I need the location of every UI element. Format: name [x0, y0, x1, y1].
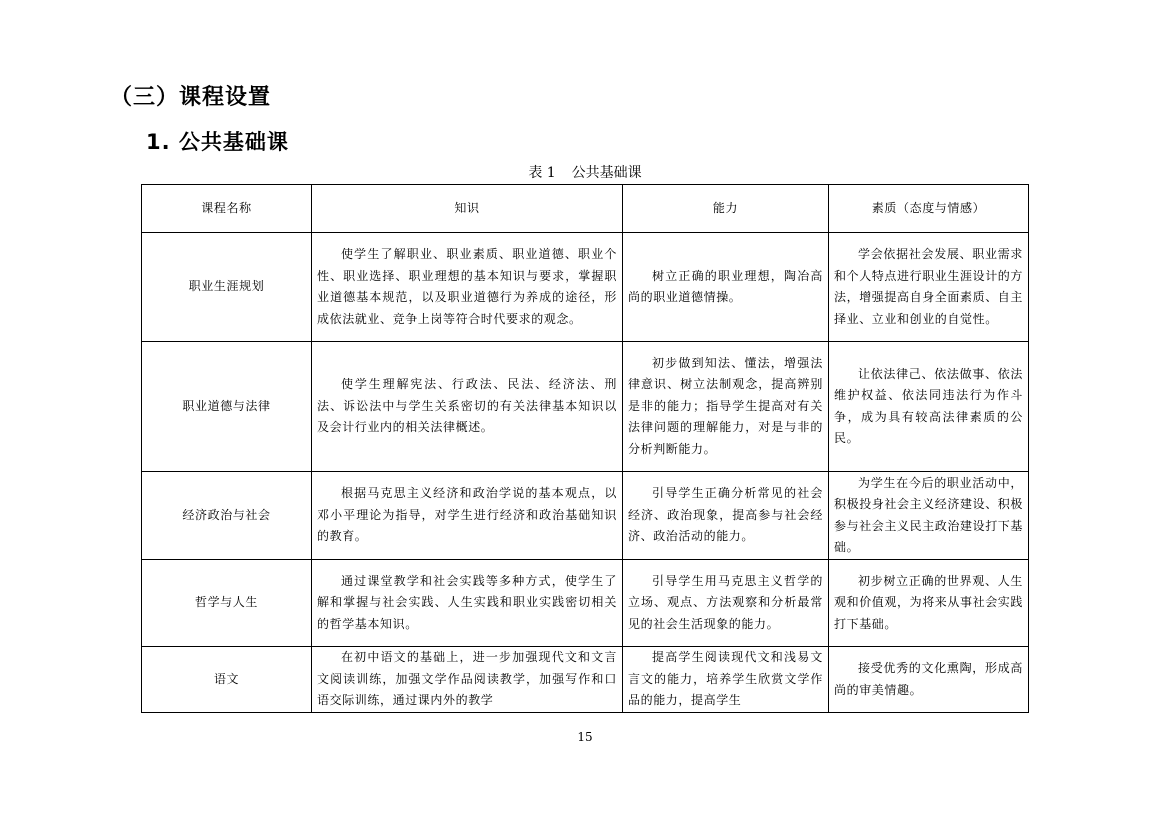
ability-cell [623, 342, 829, 472]
table-row [142, 342, 1029, 472]
header-quality: 素质（态度与情感） [829, 185, 1029, 233]
ability-cell [623, 233, 829, 342]
table-caption [0, 162, 1170, 182]
knowledge-text: 使学生理解宪法、行政法、民法、经济法、刑法、诉讼法中与学生关系密切的有关法律基本知识以及会计行业内的相关法律概述。 [317, 377, 617, 435]
ability-cell [623, 472, 829, 560]
quality-text: 学会依据社会发展、职业需求和个人特点进行职业生涯设计的方法，增强提高自身全面素质、自主择业、立业和创业的自觉性。 [834, 247, 1024, 326]
quality-text: 接受优秀的文化熏陶，形成高尚的审美情趣。 [834, 661, 1023, 697]
ability-text: 初步做到知法、懂法，增强法律意识、树立法制观念，提高辨别是非的能力；指导学生提高对有关法律问题的理解能力，对是与非的分析判断能力。 [628, 355, 823, 456]
header-ability: 能力 [623, 185, 829, 233]
course-table [141, 184, 1029, 713]
knowledge-text: 使学生了解职业、职业素质、职业道德、职业个性、职业选择、职业理想的基本知识与要求，掌握职业道德基本规范，以及职业道德行为养成的途径，形成依法就业、竞争上岗等符合时代要求的观念。 [317, 247, 617, 326]
course-name-cell: 语文 [142, 647, 312, 713]
table-row [142, 560, 1029, 647]
knowledge-cell [312, 342, 623, 472]
knowledge-text: 根据马克思主义经济和政治学说的基本观点，以邓小平理论为指导，对学生进行经济和政治基础知识的教育。 [317, 486, 617, 544]
header-course-name: 课程名称 [142, 185, 312, 233]
sub-heading: 1. 公共基础课 [146, 130, 289, 154]
course-name-cell: 经济政治与社会 [142, 472, 312, 560]
knowledge-cell [312, 647, 623, 713]
knowledge-cell [312, 560, 623, 647]
table-row [142, 233, 1029, 342]
knowledge-cell [312, 472, 623, 560]
table-caption-title: 公共基础课 [571, 165, 642, 181]
header-knowledge: 知识 [312, 185, 623, 233]
quality-cell [829, 647, 1029, 713]
ability-text: 提高学生阅读现代文和浅易文言文的能力，培养学生欣赏文学作品的能力，提高学生 [628, 650, 823, 708]
quality-text: 为学生在今后的职业活动中，积极投身社会主义经济建设、积极参与社会主义民主政治建设打下基础。 [834, 475, 1024, 554]
table-header-row [142, 185, 1029, 233]
ability-text: 引导学生用马克思主义哲学的立场、观点、方法观察和分析最常见的社会生活现象的能力。 [628, 573, 823, 631]
ability-cell [623, 560, 829, 647]
quality-cell [829, 233, 1029, 342]
quality-cell [829, 560, 1029, 647]
knowledge-cell [312, 233, 623, 342]
ability-text: 树立正确的职业理想，陶冶高尚的职业道德情操。 [628, 268, 823, 304]
section-heading: （三）课程设置 [110, 85, 272, 110]
knowledge-text: 通过课堂教学和社会实践等多种方式，使学生了解和掌握与社会实践、人生实践和职业实践密切相关的哲学基本知识。 [317, 573, 617, 631]
table-caption-label: 表 1 [528, 165, 556, 181]
course-name-cell: 哲学与人生 [142, 560, 312, 647]
table-row [142, 472, 1029, 560]
ability-cell [623, 647, 829, 713]
quality-text: 初步树立正确的世界观、人生观和价值观，为将来从事社会实践打下基础。 [834, 573, 1024, 631]
knowledge-text: 在初中语文的基础上，进一步加强现代文和文言文阅读训练，加强文学作品阅读教学，加强写作和口语交际训练，通过课内外的教学 [317, 650, 617, 708]
ability-text: 引导学生正确分析常见的社会经济、政治现象，提高参与社会经济、政治活动的能力。 [628, 486, 823, 544]
table-row [142, 647, 1029, 713]
page-number: 15 [577, 730, 593, 744]
quality-text: 让依法律己、依法做事、依法维护权益、依法同违法行为作斗争，成为具有较高法律素质的公民。 [834, 366, 1023, 445]
quality-cell [829, 472, 1029, 560]
course-name-cell: 职业生涯规划 [142, 233, 312, 342]
quality-cell [829, 342, 1029, 472]
course-name-cell: 职业道德与法律 [142, 342, 312, 472]
